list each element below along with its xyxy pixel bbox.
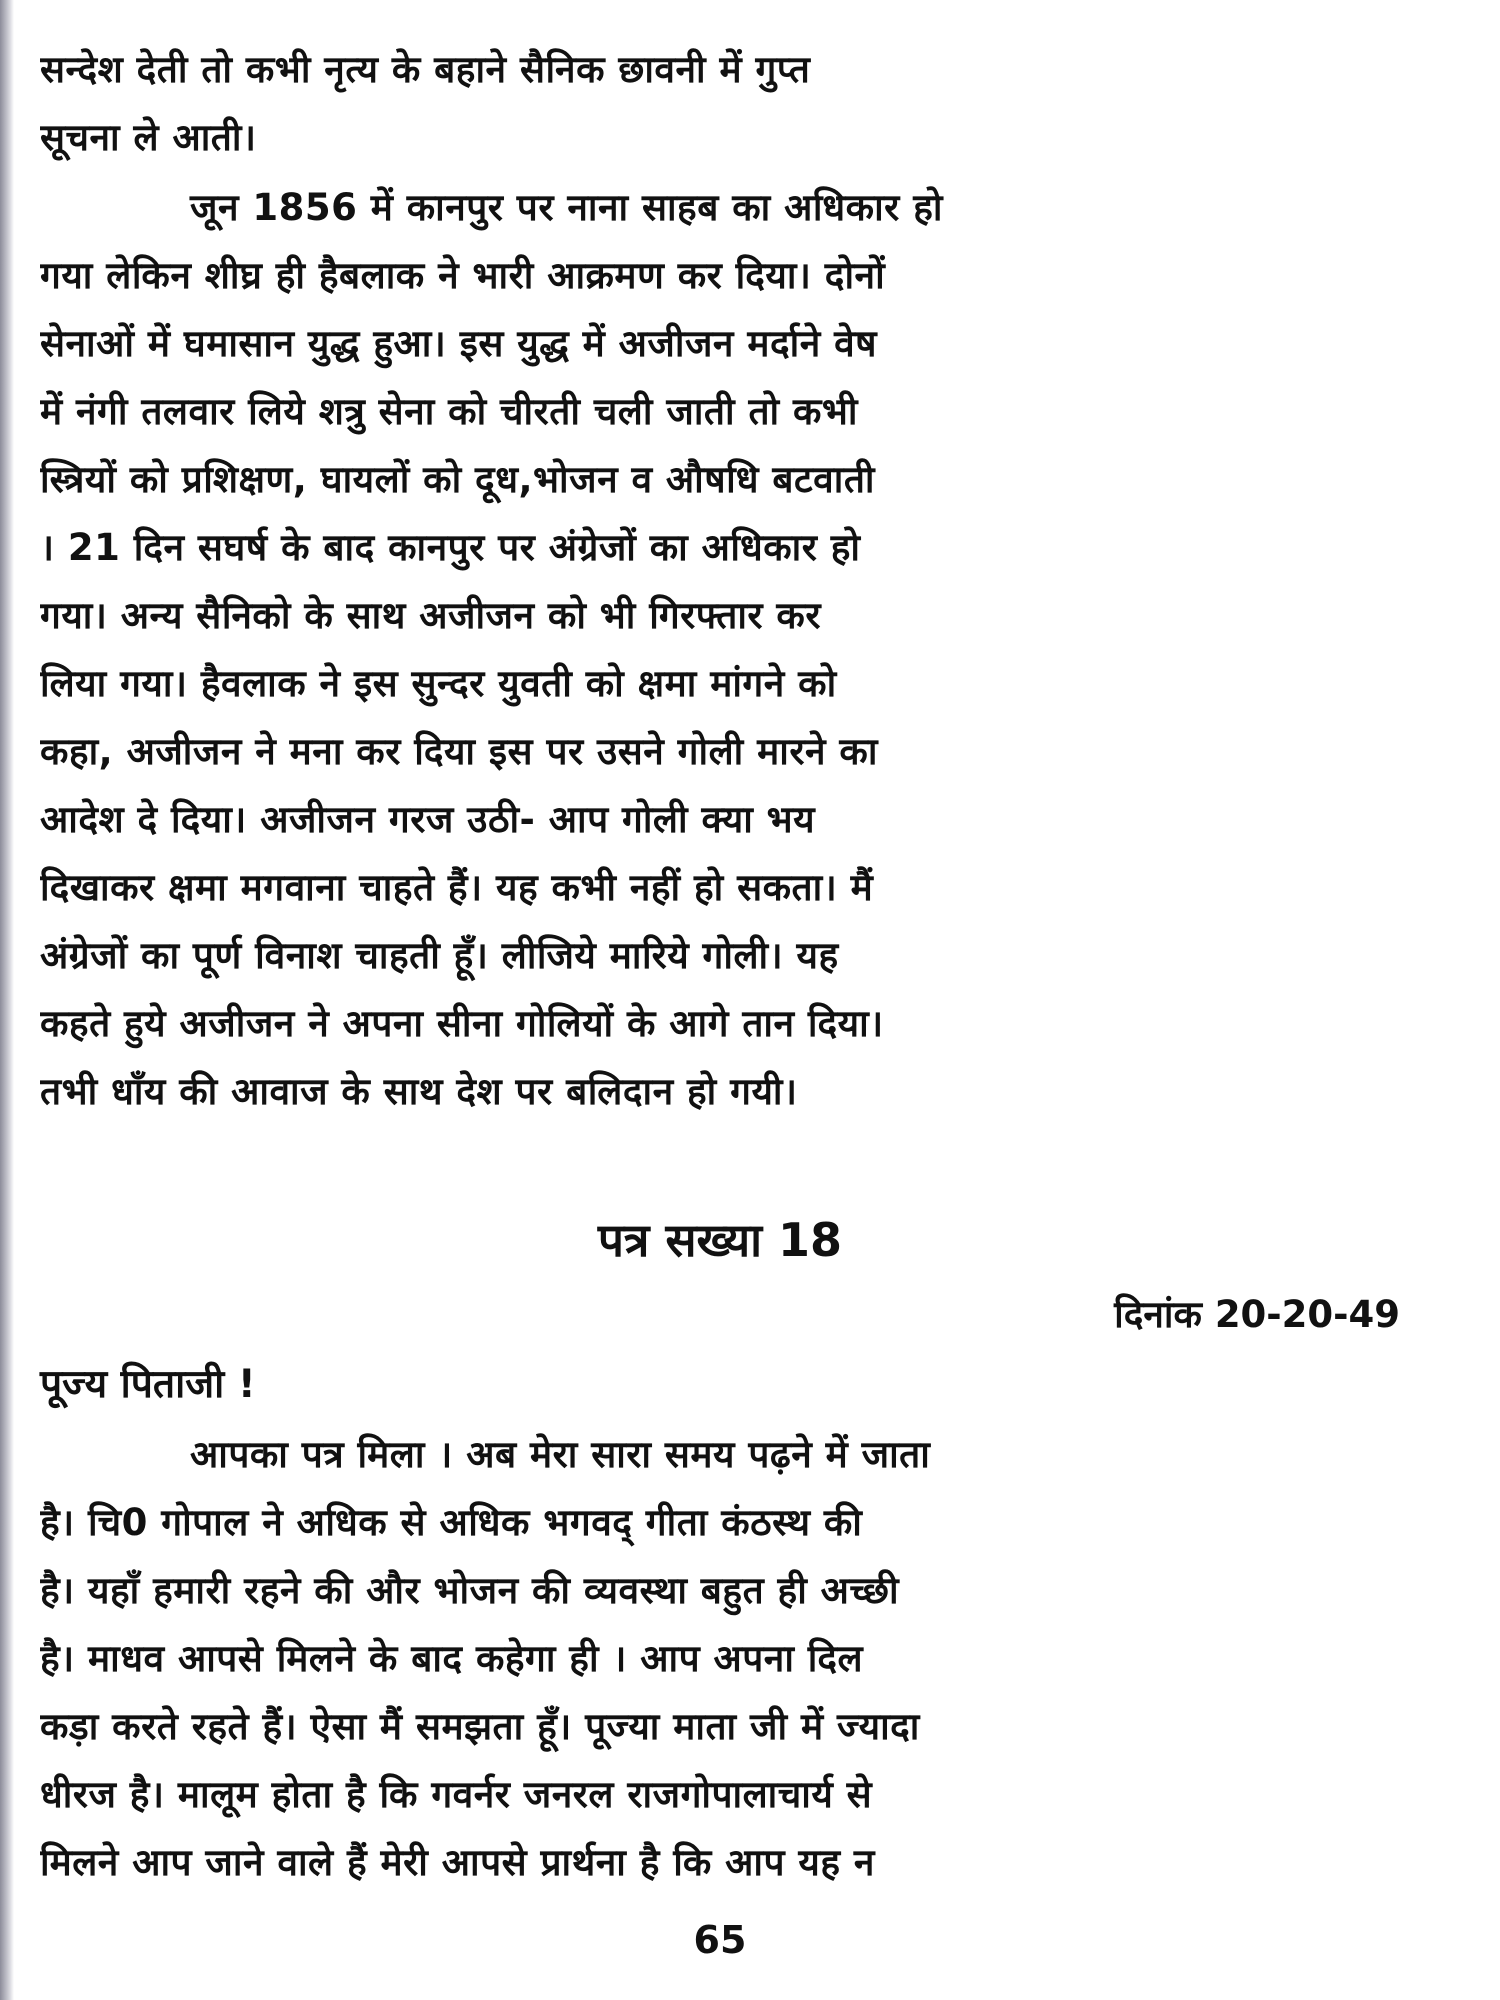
text-line: जून 1856 में कानपुर पर नाना साहब का अधिकार हो xyxy=(190,186,943,229)
text-line: मिलने आप जाने वाले हैं मेरी आपसे प्रार्थना है कि आप यह न xyxy=(40,1841,875,1884)
letter-salutation: पूज्य पिताजी ! xyxy=(40,1362,256,1407)
text-line: गया। अन्य सैनिको के साथ अजीजन को भी गिरफ्तार कर xyxy=(40,594,821,637)
text-line: आदेश दे दिया। अजीजन गरज उठी- आप गोली क्या भय xyxy=(40,798,816,841)
text-line: । 21 दिन सघर्ष के बाद कानपुर पर अंग्रेजों का अधिकार हो xyxy=(40,526,861,569)
letter-date: दिनांक 20-20-49 xyxy=(1114,1293,1400,1336)
text-line: सेनाओं में घमासान युद्ध हुआ। इस युद्ध में अजीजन मर्दाने वेष xyxy=(40,322,878,365)
text-line: है। माधव आपसे मिलने के बाद कहेगा ही । आप अपना दिल xyxy=(40,1637,864,1680)
page-number: 65 xyxy=(693,1918,747,1962)
text-line: धीरज है। मालूम होता है कि गवर्नर जनरल राजगोपालाचार्य से xyxy=(40,1773,873,1816)
text-line: लिया गया। हैवलाक ने इस सुन्दर युवती को क्षमा मांगने को xyxy=(40,662,837,705)
text-line: है। यहाँ हमारी रहने की और भोजन की व्यवस्था बहुत ही अच्छी xyxy=(40,1569,900,1612)
page-edge-shadow xyxy=(0,0,14,2000)
text-line: सूचना ले आती। xyxy=(40,116,257,159)
text-line: में नंगी तलवार लिये शत्रु सेना को चीरती चली जाती तो कभी xyxy=(40,390,859,433)
text-line: तभी धाँय की आवाज के साथ देश पर बलिदान हो गयी। xyxy=(40,1070,798,1113)
book-page xyxy=(40,0,1400,2000)
text-line: अंग्रेजों का पूर्ण विनाश चाहती हूँ। लीजिये मारिये गोली। यह xyxy=(40,934,839,977)
text-line: कहते हुये अजीजन ने अपना सीना गोलियों के आगे तान दिया। xyxy=(40,1002,884,1045)
text-line: कड़ा करते रहते हैं। ऐसा मैं समझता हूँ। पूज्या माता जी में ज्यादा xyxy=(40,1705,920,1748)
text-line: है। चि0 गोपाल ने अधिक से अधिक भगवद् गीता कंठस्थ की xyxy=(40,1501,863,1544)
text-line: स्त्रियों को प्रशिक्षण, घायलों को दूध,भोजन व औषधि बटवाती xyxy=(40,458,875,501)
letter-heading: पत्र सख्या 18 xyxy=(597,1213,843,1267)
text-line: गया लेकिन शीघ्र ही हैबलाक ने भारी आक्रमण कर दिया। दोनों xyxy=(40,254,886,297)
text-line: सन्देश देती तो कभी नृत्य के बहाने सैनिक छावनी में गुप्त xyxy=(40,48,811,91)
text-line: दिखाकर क्षमा मगवाना चाहते हैं। यह कभी नहीं हो सकता। मैं xyxy=(40,866,874,909)
text-line: कहा, अजीजन ने मना कर दिया इस पर उसने गोली मारने का xyxy=(40,730,878,773)
text-line: आपका पत्र मिला । अब मेरा सारा समय पढ़ने में जाता xyxy=(190,1433,931,1476)
